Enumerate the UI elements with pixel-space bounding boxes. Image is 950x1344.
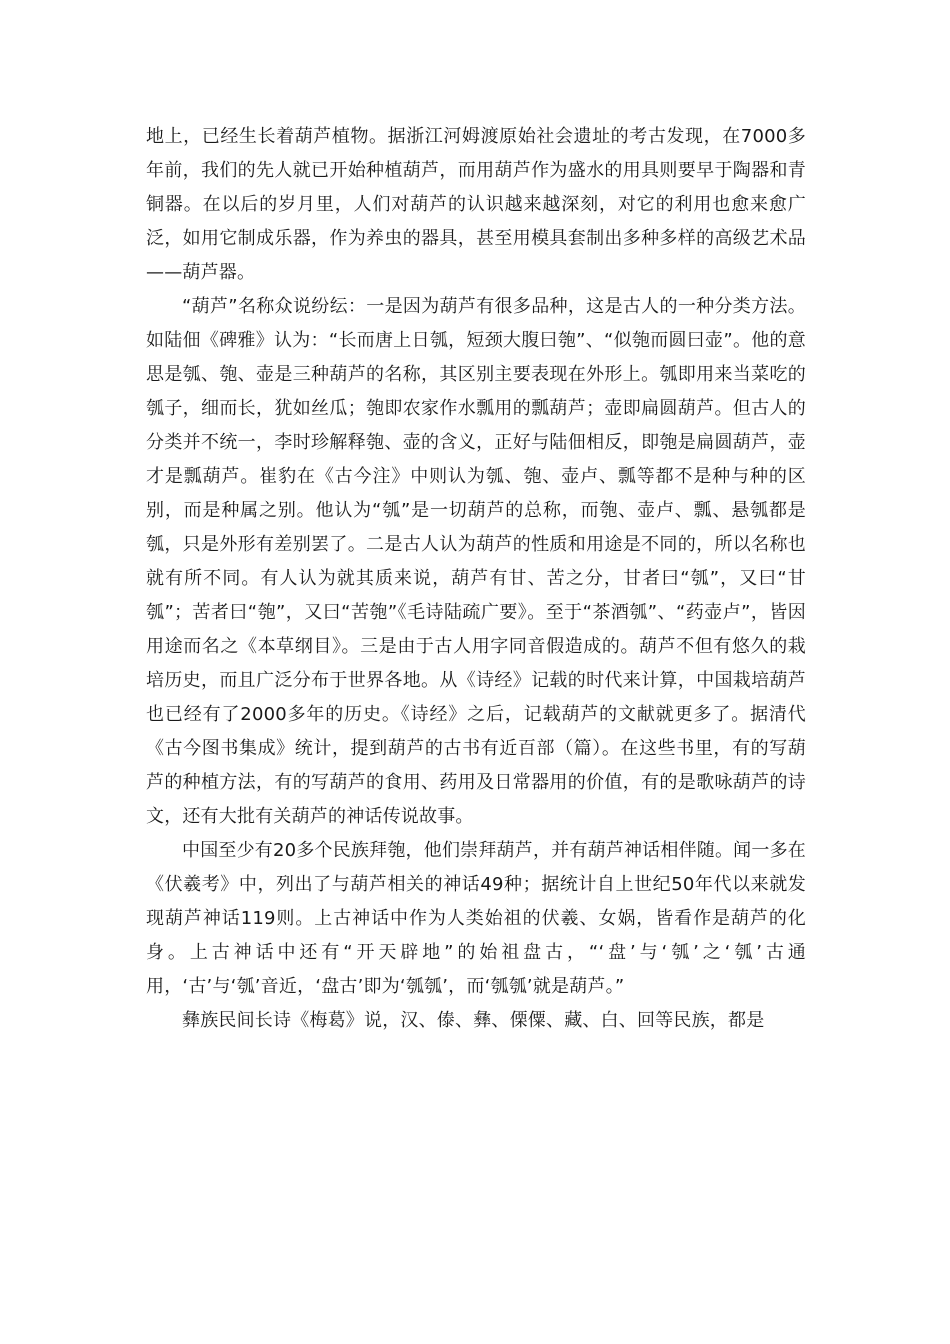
paragraph-4: 彝族民间长诗《梅葛》说，汉、傣、彝、傈僳、藏、白、回等民族，都是 <box>182 1010 765 1031</box>
paragraph-2: “葫芦”名称众说纷纭：一是因为葫芦有很多品种，这是古人的一种分类方法。如陆佃《碑雅》认为：“长而唐上日瓠，短颈大腹曰匏”、“似匏而圆曰壶”。他的意思是瓠、匏、壶是三种葫芦的名称，其区别主要表现在外形上。瓠即用来当菜吃的瓠子，细而长，犹如丝瓜；匏即农家作水瓢用的瓢葫芦；壶即扁圆葫芦。但古人的分类并不统一，李时珍解释匏、壶的含义，正好与陆佃相反，即匏是扁圆葫芦，壶才是瓢葫芦。崔豹在《古今注》中则认为瓠、匏、壶卢、瓢等都不是种与种的区别，而是种属之别。他认为“瓠”是一切葫芦的总称，而匏、壶卢、瓢、悬瓠都是瓠，只是外形有差别罢了。二是古人认为葫芦的性质和用途是不同的，所以名称也就有所不同。有人认为就其质来说，葫芦有甘、苦之分，甘者曰“瓠”，又曰“甘瓠”；苦者曰“匏”，又曰“苦匏”《毛诗陆疏广要》。至于“茶酒瓠”、“药壶卢”，皆因用途而名之《本草纲目》。三是由于古人用字同音假造成的。葫芦不但有悠久的栽培历史，而且广泛分布于世界各地。从《诗经》记载的时代来计算，中国栽培葫芦也已经有了2000多年的历史。《诗经》之后，记载葫芦的文献就更多了。据清代《古今图书集成》统计，提到葫芦的古书有近百部（篇）。在这些书里，有的写葫芦的种植方法，有的写葫芦的食用、药用及日常器用的价值，有的是歌咏葫芦的诗文，还有大批有关葫芦的神话传说故事。 <box>146 296 806 827</box>
paragraph-1: 地上，已经生长着葫芦植物。据浙江河姆渡原始社会遗址的考古发现，在7000多年前，我们的先人就已开始种植葫芦，而用葫芦作为盛水的用具则要早于陶器和青铜器。在以后的岁月里，人们对葫芦的认识越来越深刻，对它的利用也愈来愈广泛，如用它制成乐器，作为养虫的器具，甚至用模具套制出多种多样的高级艺术品——葫芦器。 <box>146 126 806 283</box>
paragraph-3: 中国至少有20多个民族拜匏，他们崇拜葫芦，并有葫芦神话相伴随。闻一多在《伏羲考》中，列出了与葫芦相关的神话49种；据统计自上世纪50年代以来就发现葫芦神话119则。上古神话中作为人类始祖的伏羲、女娲，皆看作是葫芦的化身。上古神话中还有“开天辟地”的始祖盘古，“‘盘’与‘瓠’之‘瓠’古通用，‘古’与‘瓠’音近，‘盘古’即为‘瓠瓠’，而‘瓠瓠’就是葫芦。” <box>146 840 806 997</box>
document-body <box>146 120 806 1038</box>
